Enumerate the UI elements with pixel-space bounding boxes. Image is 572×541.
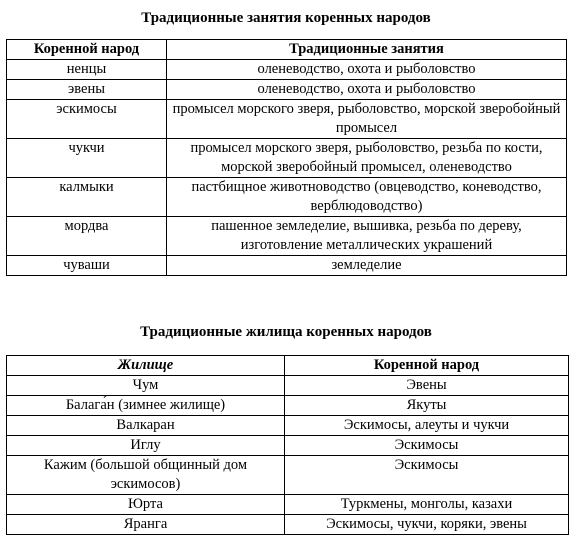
people-cell: ненцы (7, 60, 167, 80)
dwelling-cell: Валкаран (7, 416, 285, 436)
occupation-cell: промысел морского зверя, рыболовство, морской зверобойный промысел (167, 100, 567, 139)
people-cell: эвены (7, 80, 167, 100)
table-row (7, 456, 569, 495)
table-row (7, 60, 567, 80)
table-row (7, 100, 567, 139)
people-cell: Туркмены, монголы, казахи (285, 495, 569, 515)
dwelling-cell: Яранга (7, 515, 285, 535)
dwelling-cell: Чум (7, 376, 285, 396)
column-header-occupations: Традиционные занятия (167, 40, 567, 60)
dwelling-cell: Кажим (большой общинный дом эскимосов) (7, 456, 285, 495)
people-cell: эскимосы (7, 100, 167, 139)
table-row (7, 217, 567, 256)
dwellings-table-title: Традиционные жилища коренных народов (140, 324, 432, 340)
table-row (7, 139, 567, 178)
table-row (7, 256, 567, 276)
occupation-cell: пастбищное животноводство (овцеводство, коневодство, верблюдоводство) (167, 178, 567, 217)
occupation-cell: земледелие (167, 256, 567, 276)
people-cell: калмыки (7, 178, 167, 217)
table-row (7, 515, 569, 535)
table-row (7, 495, 569, 515)
column-header-people: Коренной народ (285, 356, 569, 376)
dwellings-table (6, 355, 569, 535)
people-cell: мордва (7, 217, 167, 256)
column-header-people: Коренной народ (7, 40, 167, 60)
occupation-cell: оленеводство, охота и рыболовство (167, 80, 567, 100)
people-cell: Якуты (285, 396, 569, 416)
table-header-row (7, 40, 567, 60)
people-cell: Эскимосы (285, 456, 569, 495)
people-cell: чуваши (7, 256, 167, 276)
table-row (7, 436, 569, 456)
dwelling-cell: Иглу (7, 436, 285, 456)
table-row (7, 416, 569, 436)
people-cell: Эскимосы, чукчи, коряки, эвены (285, 515, 569, 535)
table-row (7, 178, 567, 217)
occupations-table-title: Традиционные занятия коренных народов (141, 10, 431, 26)
table-row (7, 80, 567, 100)
occupation-cell: оленеводство, охота и рыболовство (167, 60, 567, 80)
table-row (7, 396, 569, 416)
people-cell: Эскимосы (285, 436, 569, 456)
dwelling-cell: Балага́н (зимнее жилище) (7, 396, 285, 416)
occupation-cell: промысел морского зверя, рыболовство, резьба по кости, морской зверобойный промысел, оленеводство (167, 139, 567, 178)
dwelling-cell: Юрта (7, 495, 285, 515)
table-row (7, 376, 569, 396)
occupation-cell: пашенное земледелие, вышивка, резьба по дереву, изготовление металлических украшений (167, 217, 567, 256)
occupations-table (6, 39, 567, 276)
table-header-row (7, 356, 569, 376)
people-cell: чукчи (7, 139, 167, 178)
people-cell: Эскимосы, алеуты и чукчи (285, 416, 569, 436)
people-cell: Эвены (285, 376, 569, 396)
column-header-dwelling: Жилище (7, 356, 285, 376)
